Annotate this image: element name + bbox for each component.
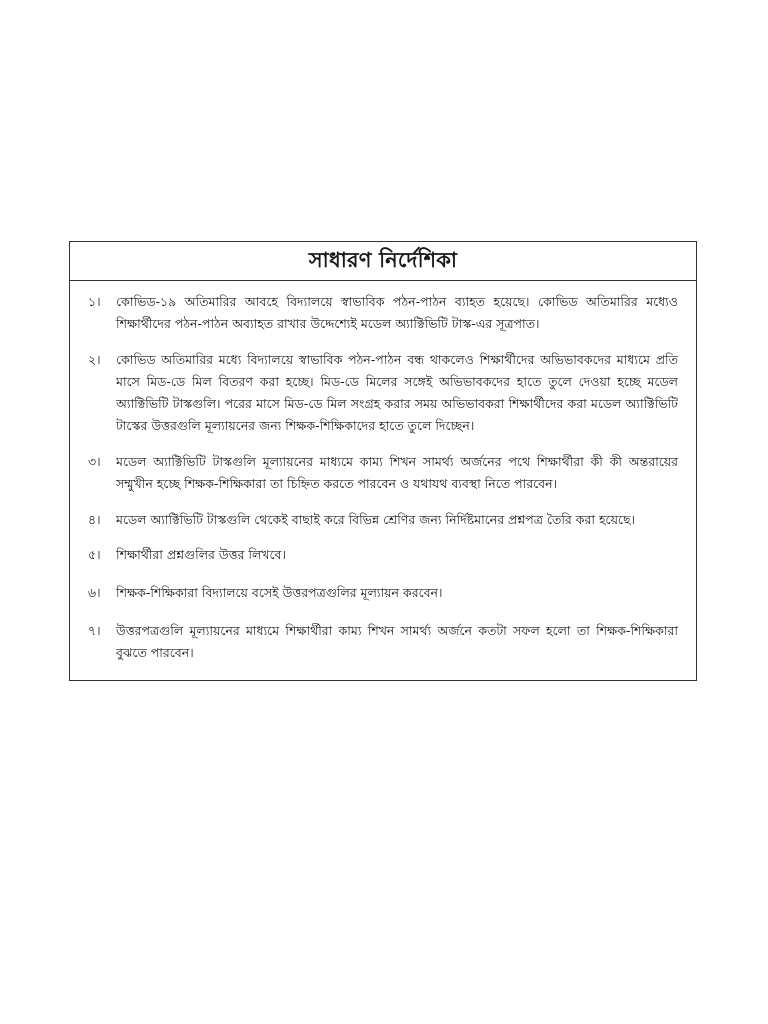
list-item bbox=[88, 620, 678, 664]
list-item bbox=[88, 349, 678, 437]
item-text: মডেল অ্যাক্টিভিটি টাস্কগুলি থেকেই বাছাই করে বিভিন্ন শ্রেণির জন্য নির্দিষ্টমানের প্রশ্নপত্র তৈরি করা হয়েছে। bbox=[116, 512, 635, 527]
list-item bbox=[88, 291, 678, 335]
item-text: উত্তরপত্রগুলি মূল্যায়নের মাধ্যমে শিক্ষার্থীরা কাম্য শিখন সামর্থ্য অর্জনে কতটা সফল হলো তা শিক্ষক-শিক্ষিকারা বুঝতে পারবেন। bbox=[116, 623, 678, 660]
list-item bbox=[88, 582, 678, 604]
item-text: শিক্ষক-শিক্ষিকারা বিদ্যালয়ে বসেই উত্তরপত্রগুলির মূল্যায়ন করবেন। bbox=[116, 585, 443, 600]
item-number: ৫। bbox=[88, 547, 101, 562]
list-item bbox=[88, 451, 678, 495]
item-number: ৭। bbox=[88, 623, 101, 638]
item-text: কোভিড অতিমারির মধ্যে বিদ্যালয়ে স্বাভাবিক পঠন-পাঠন বন্ধ থাকলেও শিক্ষার্থীদের অভিভাবকদের মাধ্যমে প্রতি মাসে মিড-ডে মিল বিতরণ করা হচ্ছে। মিড-ডে মিলের সঙ্গেই অভিভাবকদের হাতে তুলে দেওয়া হচ্ছে মডেল অ্যাক্টিভিটি টাস্কগুলি। পরের মাসে মিড-ডে মিল সংগ্রহ করার সময় অভিভাবকরা শিক্ষার্থীদের করা মডেল অ্যাক্টিভিটি টাস্কের উত্তরগুলি মূল্যায়নের জন্য শিক্ষক-শিক্ষিকাদের হাতে তুলে দিচ্ছেন। bbox=[116, 352, 678, 433]
item-number: ৩। bbox=[88, 454, 101, 469]
list-item bbox=[88, 544, 678, 566]
item-number: ১। bbox=[88, 294, 101, 309]
item-number: ৪। bbox=[88, 512, 101, 527]
title-bar bbox=[70, 242, 696, 281]
item-text: কোভিড-১৯ অতিমারির আবহে বিদ্যালয়ে স্বাভাবিক পঠন-পাঠন ব্যাহত হয়েছে। কোভিড অতিমারির মধ্যেও শিক্ষার্থীদের পঠন-পাঠন অব্যাহত রাখার উদ্দেশ্যেই মডেল অ্যাক্টিভিটি টাস্ক-এর সূত্রপাত। bbox=[116, 294, 678, 331]
item-number: ২। bbox=[88, 352, 101, 367]
page-title: সাধারণ নির্দেশিকা bbox=[308, 247, 458, 272]
item-text: শিক্ষার্থীরা প্রশ্নগুলির উত্তর লিখবে। bbox=[116, 547, 286, 562]
list-item bbox=[88, 509, 678, 531]
guidelines-box bbox=[69, 241, 697, 681]
item-text: মডেল অ্যাক্টিভিটি টাস্কগুলি মূল্যায়নের মাধ্যমে কাম্য শিখন সামর্থ্য অর্জনের পথে শিক্ষার্থীরা কী কী অন্তরায়ের সম্মুখীন হচ্ছে শিক্ষক-শিক্ষিকারা তা চিহ্নিত করতে পারবেন ও যথাযথ ব্যবস্থা নিতে পারবেন। bbox=[116, 454, 678, 491]
item-number: ৬। bbox=[88, 585, 101, 600]
